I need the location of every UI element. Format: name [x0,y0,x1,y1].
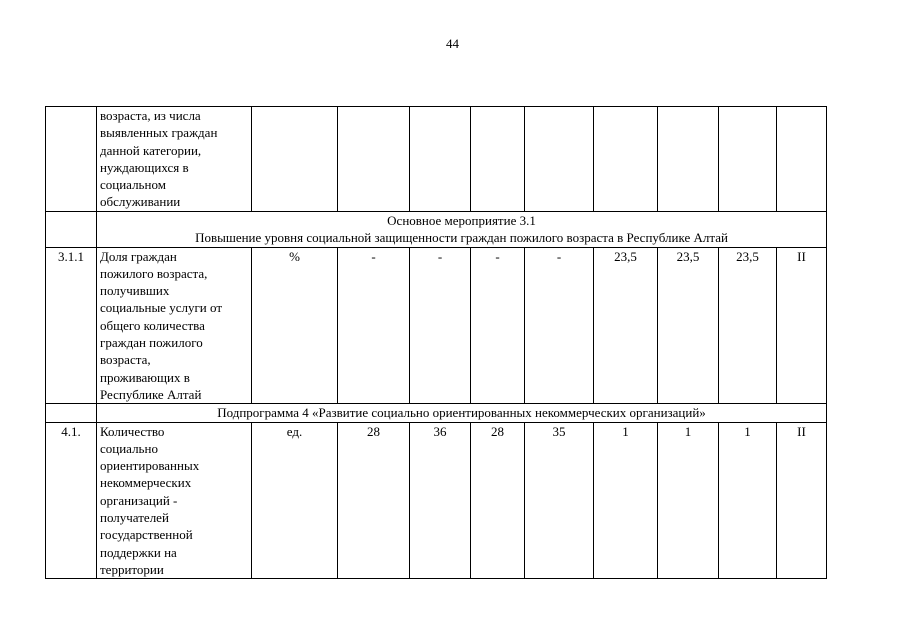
cell-value-3: 28 [471,422,525,579]
table-row-4-1 [46,422,827,579]
cell-type [777,107,827,212]
cell-value-2: 36 [410,422,471,579]
cell-value-1: 28 [338,422,410,579]
cell-value-7: 1 [719,422,777,579]
cell-value-7: 23,5 [719,247,777,404]
cell-value-4: - [525,247,594,404]
cell-value-6: 23,5 [658,247,719,404]
page-number: 44 [446,36,459,51]
cell-value-6 [658,107,719,212]
cell-value-6: 1 [658,422,719,579]
cell-unit: % [252,247,338,404]
cell-num [46,404,97,422]
section-row-3-1 [46,212,827,248]
cell-type: II [777,247,827,404]
cell-value-2: - [410,247,471,404]
table-row-3-1-1 [46,247,827,404]
cell-type: II [777,422,827,579]
cell-num: 4.1. [46,422,97,579]
cell-indicator: Доля граждан пожилого возраста, получивших социальные услуги от общего количества граждан пожилого возраста, проживающих в Республике Алтай [97,247,252,404]
section-title: Основное мероприятие 3.1 [387,213,536,228]
cell-num: 3.1.1 [46,247,97,404]
cell-value-5: 1 [594,422,658,579]
table-row-continuation [46,107,827,212]
cell-value-1 [338,107,410,212]
cell-value-3 [471,107,525,212]
indicators-table [45,106,827,579]
cell-value-7 [719,107,777,212]
cell-indicator: возраста, из числа выявленных граждан данной категории, нуждающихся в социальном обслуживании [97,107,252,212]
cell-unit: ед. [252,422,338,579]
cell-indicator: Количество социально ориентированных некоммерческих организаций - получателей государственной поддержки на территории [97,422,252,579]
cell-num [46,107,97,212]
cell-value-4 [525,107,594,212]
section-heading [97,212,827,248]
cell-value-1: - [338,247,410,404]
cell-value-2 [410,107,471,212]
subprogram-title: Подпрограмма 4 «Развитие социально ориентированных некоммерческих организаций» [97,404,827,422]
cell-value-5 [594,107,658,212]
cell-value-4: 35 [525,422,594,579]
cell-value-3: - [471,247,525,404]
section-subtitle: Повышение уровня социальной защищенности граждан пожилого возраста в Республике Алтай [195,230,728,246]
cell-unit [252,107,338,212]
cell-num [46,212,97,248]
subprogram-row-4 [46,404,827,422]
cell-value-5: 23,5 [594,247,658,404]
